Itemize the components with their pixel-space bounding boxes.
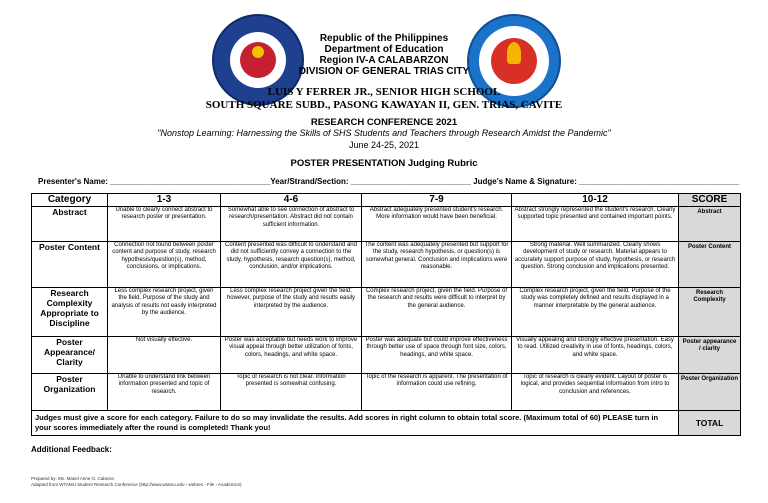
row-cell: Visually appealing and strongly effective presentation. Easy to read. Utilized creativity in use of fonts, headings, colors, and white space. bbox=[512, 337, 679, 374]
row-cell: Topic of the research is apparent. The presentation of information could use refining. bbox=[362, 374, 512, 411]
row-cell: Poster was acceptable but needs work to improve visual appeal through better utilization of fonts, colors, headings, and white space. bbox=[221, 337, 362, 374]
total-score-cell[interactable]: TOTAL bbox=[679, 411, 741, 436]
table-row bbox=[32, 337, 741, 374]
score-cell[interactable]: Poster Content bbox=[679, 242, 741, 288]
event-title: RESEARCH CONFERENCE 2021 bbox=[310, 117, 458, 128]
row-cell: Not visually effective. bbox=[108, 337, 221, 374]
row-category: Poster Organization bbox=[32, 374, 108, 411]
table-row bbox=[32, 288, 741, 337]
table-row bbox=[32, 207, 741, 242]
row-category: Abstract bbox=[32, 207, 108, 242]
row-cell: Unable to understand link between information presented and topic of research. bbox=[108, 374, 221, 411]
header-republic: Republic of the Philippines bbox=[319, 33, 449, 44]
event-dates: June 24-25, 2021 bbox=[348, 140, 420, 150]
score-cell[interactable]: Abstract bbox=[679, 207, 741, 242]
school-name: LUIS Y FERRER JR., SENIOR HIGH SCHOOL bbox=[267, 86, 501, 98]
rubric-title: POSTER PRESENTATION Judging Rubric bbox=[290, 158, 478, 169]
row-cell: Complex research project, given the field. Purpose of the study was completely defined and results displayed in a manner interpretable by the general audience. bbox=[512, 288, 679, 337]
header-range-7-9: 7-9 bbox=[362, 194, 512, 207]
presenter-info-line: Presenter's Name: ____________________________________Year/Strand/Section: ___________________________ Judge's Name & Signature: ____________________________________ bbox=[38, 177, 740, 186]
row-cell: Topic of research is clearly evident. Layout of poster is logical, and provides sequential information from intro to conclusion and references. bbox=[512, 374, 679, 411]
row-cell: Somewhat able to see connection of abstract to research/presentation. Abstract did not contain sufficient information. bbox=[221, 207, 362, 242]
header-category: Category bbox=[32, 194, 108, 207]
event-theme: "Nonstop Learning: Harnessing the Skills of SHS Students and Teachers through Research Amidst the Pandemic" bbox=[157, 128, 611, 138]
row-cell: Less complex research project given the field; however, purpose of the study and results easily interpreted by the audience. bbox=[221, 288, 362, 337]
header-division: DIVISION OF GENERAL TRIAS CITY bbox=[298, 66, 470, 77]
row-cell: The content was adequately presented but support for the study, research hypothesis, or question(s) is somewhat general. Conclusion and implications were reasonable. bbox=[362, 242, 512, 288]
table-footer-row bbox=[32, 411, 741, 436]
row-cell: Content presented was difficult to understand and did not sufficiently convey a connection to the study, hypothesis, research question(s), method, conclusion, and/or implications. bbox=[221, 242, 362, 288]
row-cell: Poster was adequate but could improve effectiveness through better use of space through font size, colors, headings, and white space. bbox=[362, 337, 512, 374]
score-cell[interactable]: Poster appearance / clarity bbox=[679, 337, 741, 374]
judges-note: Judges must give a score for each category. Failure to do so may invalidate the results. Add scores in right column to obtain total score. (Maximum total of 60) PLEASE turn in your scores immediately after the round is completed! Thank you! bbox=[32, 411, 679, 436]
row-cell: Less complex research project, given the field. Purpose of the study and analysis of results not easily interpreted by the audience. bbox=[108, 288, 221, 337]
header-department: Department of Education bbox=[324, 44, 444, 55]
row-cell: Complex research project, given the field. Purpose of the research and results were difficult to interpret by the general audience. bbox=[362, 288, 512, 337]
row-cell: Abstract strongly represented the student's research. Clearly supported topic presented and contained important points. bbox=[512, 207, 679, 242]
score-cell[interactable]: Poster Organization bbox=[679, 374, 741, 411]
table-header-row bbox=[32, 194, 741, 207]
row-cell: Abstract adequately presented student's research. More information would have been beneficial. bbox=[362, 207, 512, 242]
row-cell: Strong material. Well summarized. Clearly shows development of study or research. Material appears to accurately support purpose of study, hypothesis, or research question. Strong conclusion and implications presented. bbox=[512, 242, 679, 288]
row-category: Poster Appearance/ Clarity bbox=[32, 337, 108, 374]
header-range-1-3: 1-3 bbox=[108, 194, 221, 207]
prepared-by: Prepared by: Ms. Mariel Anne O. Cabrera bbox=[31, 476, 114, 481]
score-cell[interactable]: Research Complexity bbox=[679, 288, 741, 337]
header-range-4-6: 4-6 bbox=[221, 194, 362, 207]
header-region: Region IV-A CALABARZON bbox=[319, 55, 449, 66]
row-cell: Unable to clearly connect abstract to research poster or presentation. bbox=[108, 207, 221, 242]
row-cell: Connection not found between poster content and purpose of study, research hypothesis/question(s), method, conclusions, or implications. bbox=[108, 242, 221, 288]
additional-feedback-label: Additional Feedback: bbox=[31, 445, 112, 454]
table-row bbox=[32, 242, 741, 288]
school-address: SOUTH SQUARE SUBD., PASONG KAWAYAN II, GEN. TRIAS, CAVITE bbox=[205, 99, 563, 111]
header-score: SCORE bbox=[679, 194, 741, 207]
row-cell: Topic of research is not clear. Information presented is somewhat confusing. bbox=[221, 374, 362, 411]
rubric-table bbox=[31, 193, 741, 436]
adapted-from: Adapted from WTAMU Student Research Conference (http://www.wtamu.edu › webres › File › Academics) bbox=[31, 482, 242, 487]
row-category: Research Complexity Appropriate to Discipline bbox=[32, 288, 108, 337]
table-row bbox=[32, 374, 741, 411]
row-category: Poster Content bbox=[32, 242, 108, 288]
header-range-10-12: 10-12 bbox=[512, 194, 679, 207]
